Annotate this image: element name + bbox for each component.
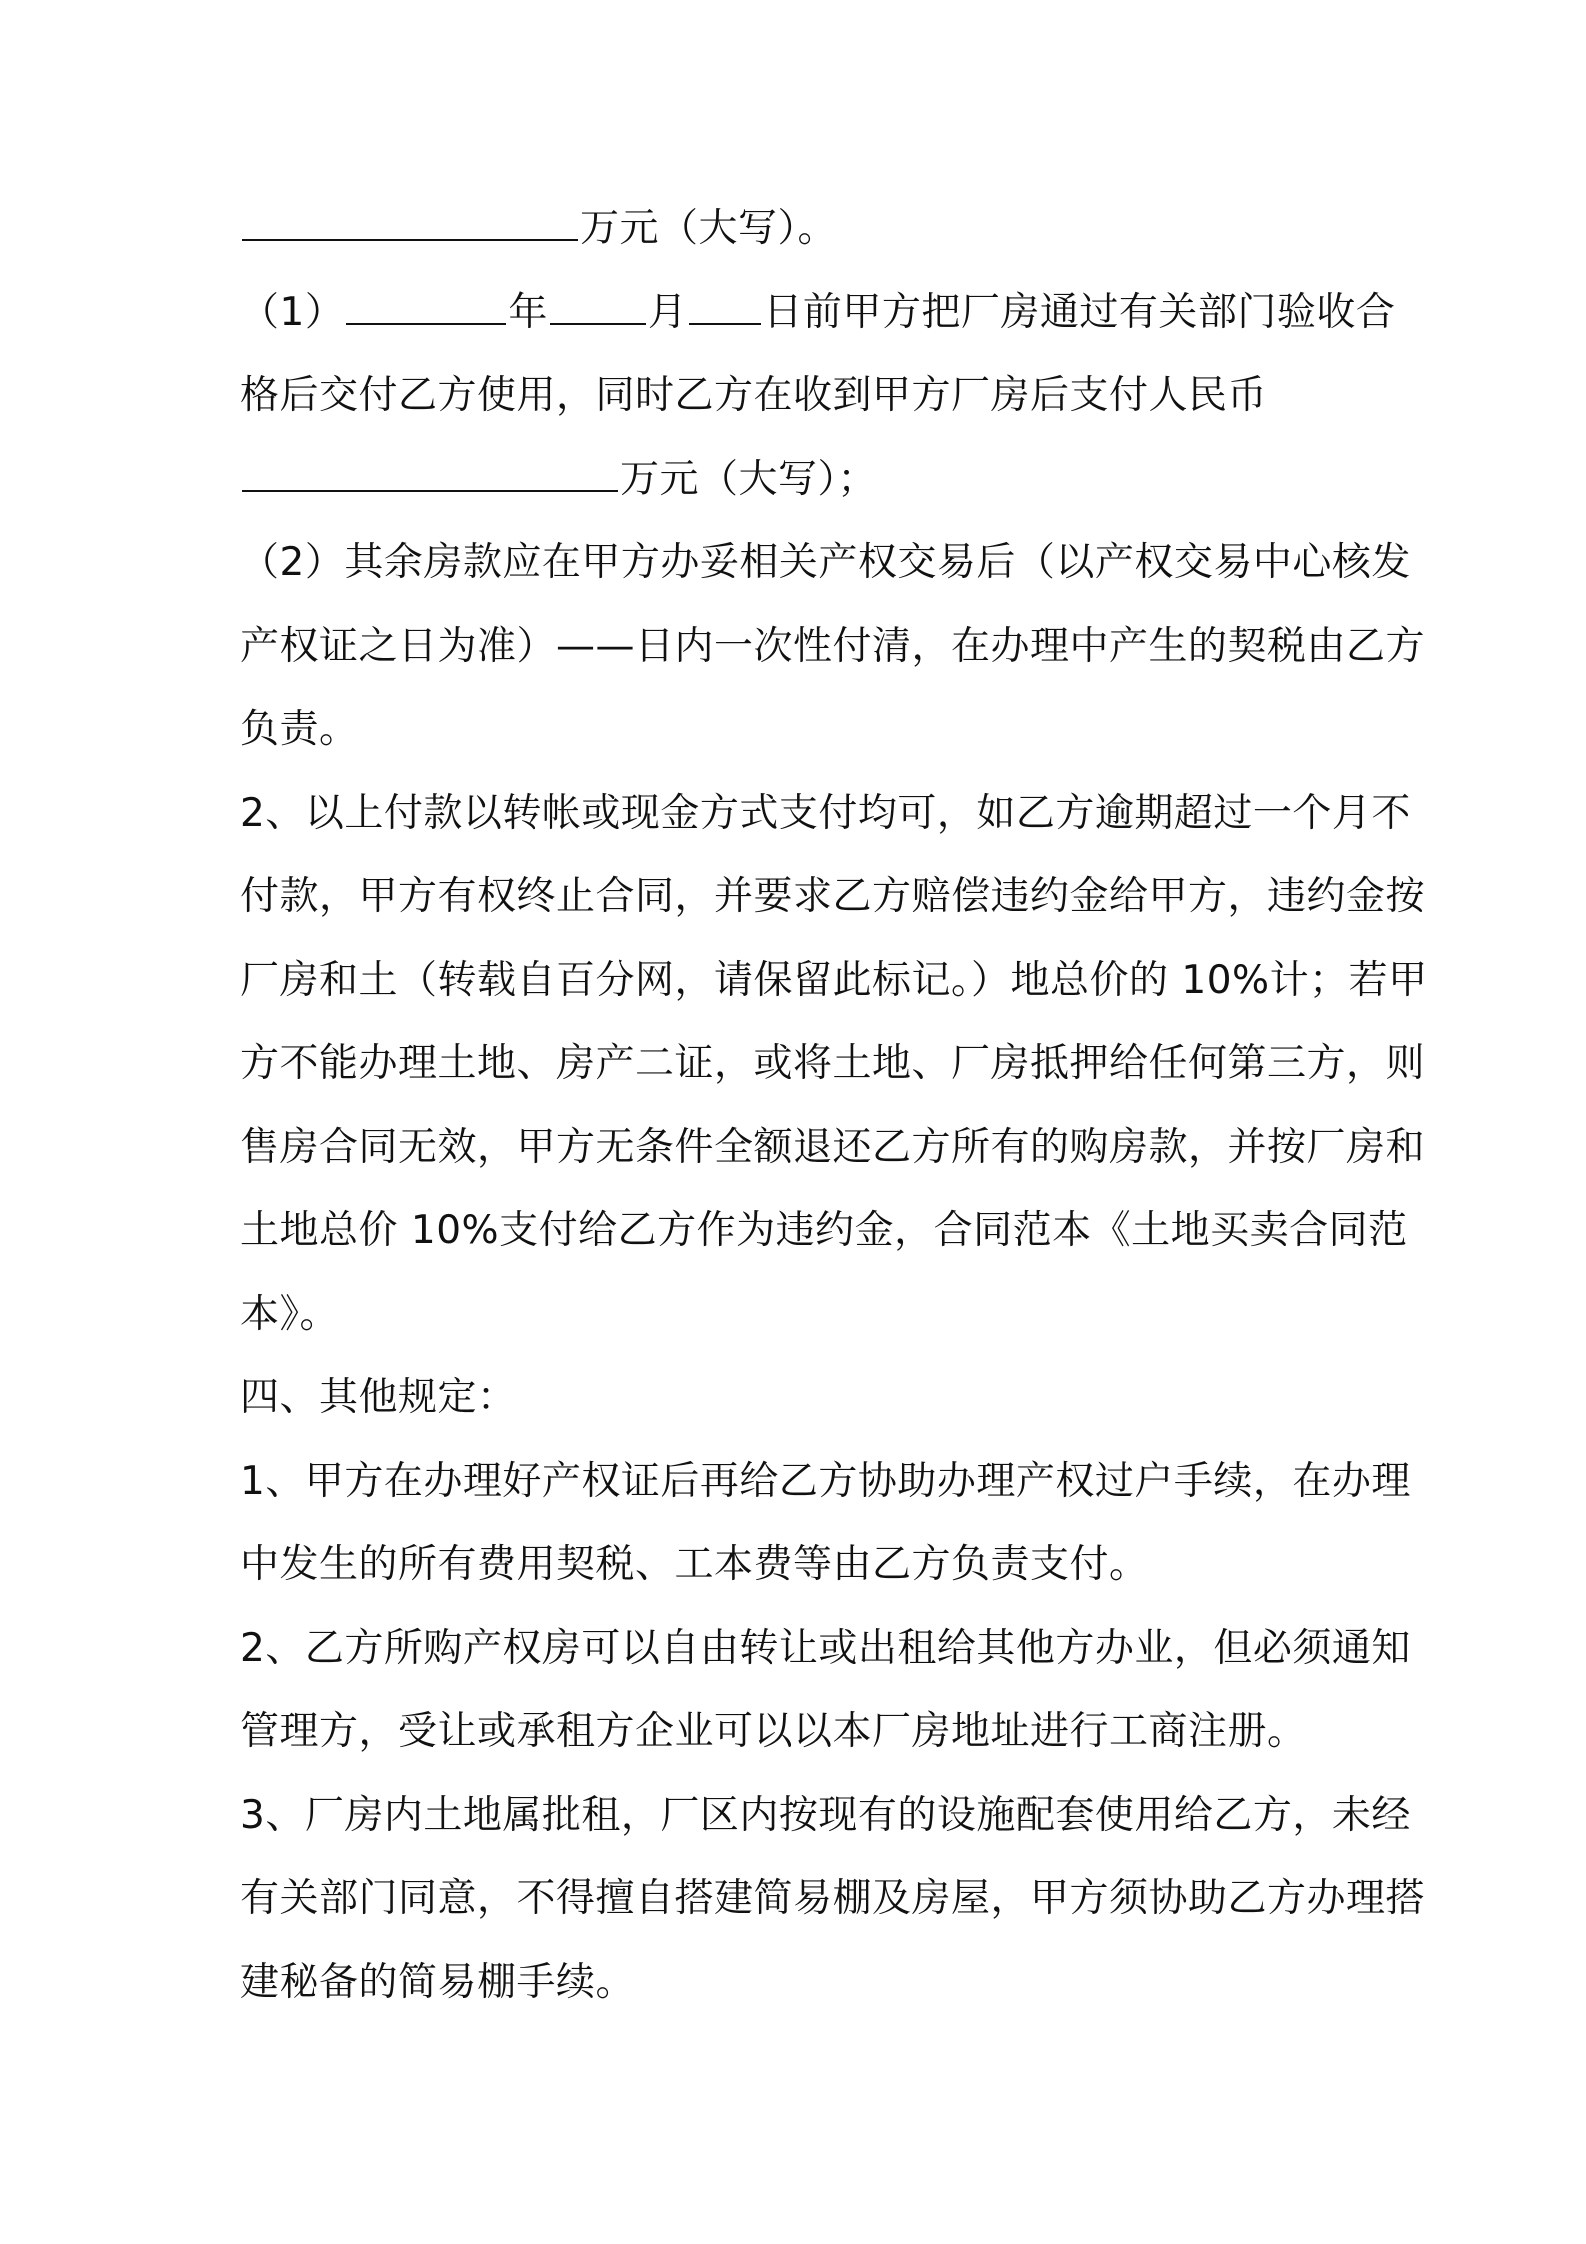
section4-heading: 四、其他规定： (240, 1375, 517, 1420)
payment-amount-blank[interactable] (242, 454, 618, 492)
clause2-line4: 方不能办理土地、房产二证，或将土地、厂房抵押给任何第三方，则 (240, 1041, 1426, 1086)
item1-line1 (240, 287, 1396, 339)
section4-clause2-line1: 2、乙方所购产权房可以自由转让或出租给其他方办业，但必须通知 (240, 1626, 1411, 1671)
day-blank[interactable] (689, 287, 761, 325)
item1-amount-line (240, 454, 1360, 506)
section4-clause3-line3: 建秘备的简易棚手续。 (240, 1960, 636, 2005)
section4-clause2-line2: 管理方，受让或承租方企业可以以本厂房地址进行工商注册。 (240, 1709, 1307, 1754)
month-label: 月 (647, 290, 688, 335)
clause2-line7: 本》。 (240, 1292, 340, 1337)
year-label: 年 (508, 290, 548, 335)
amount-line (240, 203, 1360, 255)
item1-prefix: （1） (240, 290, 345, 335)
section4-clause3-line1: 3、厂房内土地属批租，厂区内按现有的设施配套使用给乙方，未经 (240, 1793, 1411, 1838)
clause2-line2: 付款，甲方有权终止合同，并要求乙方赔偿违约金给甲方，违约金按 (240, 874, 1426, 919)
year-blank[interactable] (346, 287, 506, 325)
amount-blank[interactable] (242, 203, 578, 241)
clause2-line3: 厂房和土（转载自百分网，请保留此标记。）地总价的 10%计；若甲 (240, 958, 1428, 1003)
amount-unit-text: 万元（大写）。 (580, 206, 838, 251)
section4-clause1-line2: 中发生的所有费用契税、工本费等由乙方负责支付。 (240, 1542, 1149, 1587)
clause2-line1: 2、以上付款以转帐或现金方式支付均可，如乙方逾期超过一个月不 (240, 791, 1411, 836)
month-blank[interactable] (550, 287, 646, 325)
item1-rest: 日前甲方把厂房通过有关部门验收合 (763, 290, 1396, 335)
section4-clause3-line2: 有关部门同意，不得擅自搭建简易棚及房屋，甲方须协助乙方办理搭 (240, 1876, 1426, 1921)
clause2-line6: 土地总价 10%支付给乙方作为违约金，合同范本《土地买卖合同范 (240, 1208, 1408, 1253)
section4-clause1-line1: 1、甲方在办理好产权证后再给乙方协助办理产权过户手续，在办理 (240, 1459, 1411, 1504)
clause2-line5: 售房合同无效，甲方无条件全额退还乙方所有的购房款，并按厂房和 (240, 1125, 1426, 1170)
item2-line1: （2）其余房款应在甲方办妥相关产权交易后（以产权交易中心核发 (240, 540, 1411, 585)
item1-line2: 格后交付乙方使用，同时乙方在收到甲方厂房后支付人民币 (240, 373, 1268, 418)
payment-amount-unit: 万元（大写）； (620, 457, 878, 502)
item2-line2: 产权证之日为准）——日内一次性付清，在办理中产生的契税由乙方 (240, 624, 1426, 669)
item2-line3: 负责。 (240, 707, 359, 752)
